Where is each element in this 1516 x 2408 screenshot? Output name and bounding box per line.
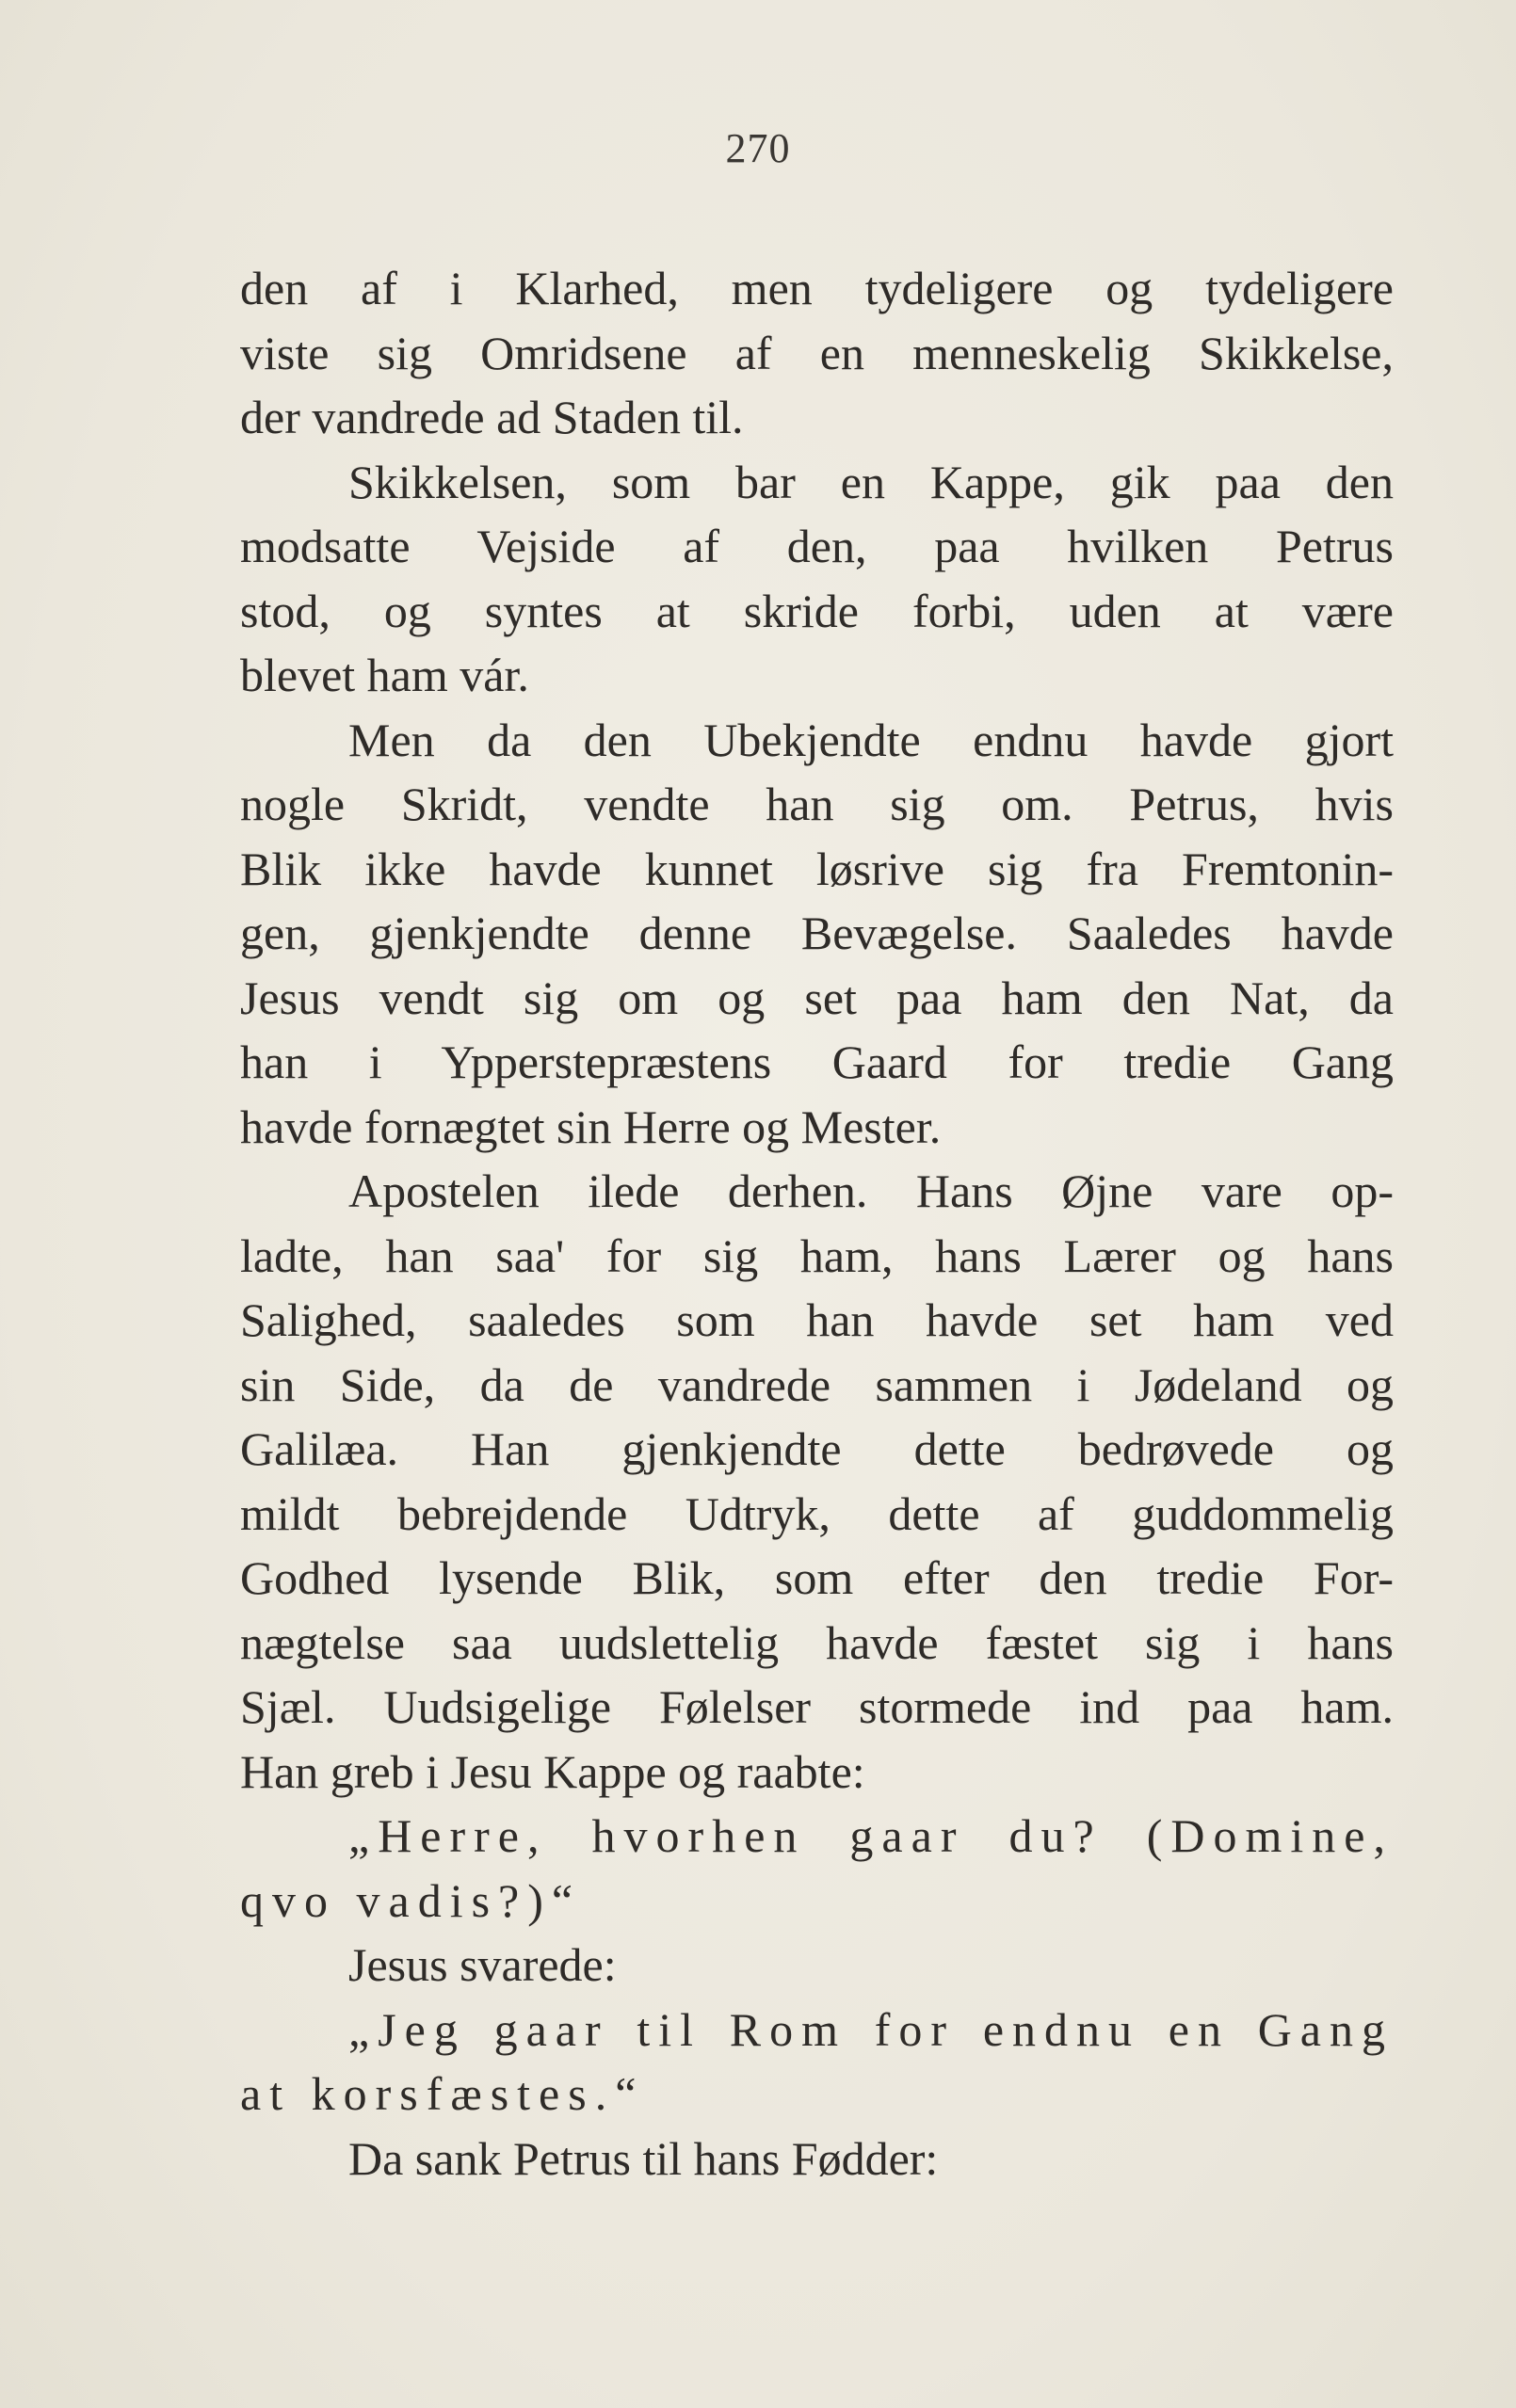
text-line: nogle Skridt, vendte han sig om. Petrus, hvis bbox=[240, 778, 1394, 830]
text-line: gen, gjenkjendte denne Bevægelse. Saaledes havde bbox=[240, 907, 1394, 959]
text-line: der vandrede ad Staden til. bbox=[240, 391, 744, 443]
text-line: Apostelen ilede derhen. Hans Øjne vare op- bbox=[348, 1164, 1394, 1217]
text-line: havde fornægtet sin Herre og Mester. bbox=[240, 1100, 942, 1153]
text-line: modsatte Vejside af den, paa hvilken Petrus bbox=[240, 520, 1394, 572]
text-line: nægtelse saa uudslettelig havde fæstet sig i hans bbox=[240, 1615, 1394, 1669]
text-line: Blik ikke havde kunnet løsrive sig fra Fremtonin- bbox=[240, 842, 1394, 895]
text-line: „Jeg gaar til Rom for endnu en Gang bbox=[348, 2002, 1394, 2056]
text-line: Sjæl. Uudsigelige Følelser stormede ind paa ham. bbox=[240, 1680, 1394, 1733]
text-line: Han greb i Jesu Kappe og raabte: bbox=[240, 1744, 865, 1798]
text-line: blevet ham vár. bbox=[240, 649, 529, 701]
page-number: 270 bbox=[725, 125, 791, 171]
text-line: „Herre, hvorhen gaar du? (Domine, bbox=[348, 1809, 1394, 1862]
text-line: Jesus vendt sig om og set paa ham den Nat, da bbox=[240, 971, 1394, 1024]
text-line: Godhed lysende Blik, som efter den tredie For- bbox=[240, 1551, 1394, 1604]
text-line: sin Side, da de vandrede sammen i Jødeland og bbox=[240, 1357, 1394, 1411]
text-line: mildt bebrejdende Udtryk, dette af guddommelig bbox=[240, 1486, 1394, 1540]
text-line: ladte, han saa' for sig ham, hans Lærer og hans bbox=[240, 1228, 1394, 1282]
text-line: den af i Klarhed, men tydeligere og tydeligere bbox=[240, 262, 1394, 314]
text-line: at korsfæstes.“ bbox=[240, 2067, 645, 2120]
text-line: Skikkelsen, som bar en Kappe, gik paa den bbox=[348, 455, 1394, 508]
text-line: Men da den Ubekjendte endnu havde gjort bbox=[348, 713, 1394, 766]
text-line: stod, og syntes at skride forbi, uden at være bbox=[240, 584, 1394, 637]
text-line: qvo vadis?)“ bbox=[240, 1873, 582, 1927]
body-text bbox=[240, 256, 1394, 2191]
text-line: viste sig Omridsene af en menneskelig Skikkelse, bbox=[240, 326, 1394, 379]
text-line: Da sank Petrus til hans Fødder: bbox=[348, 2131, 939, 2185]
text-line: Jesus svarede: bbox=[348, 1938, 617, 1991]
text-line: Galilæa. Han gjenkjendte dette bedrøvede og bbox=[240, 1422, 1394, 1475]
text-line: han i Ypperstepræstens Gaard for tredie Gang bbox=[240, 1035, 1394, 1088]
text-line: Salighed, saaledes som han havde set ham ved bbox=[240, 1293, 1394, 1346]
